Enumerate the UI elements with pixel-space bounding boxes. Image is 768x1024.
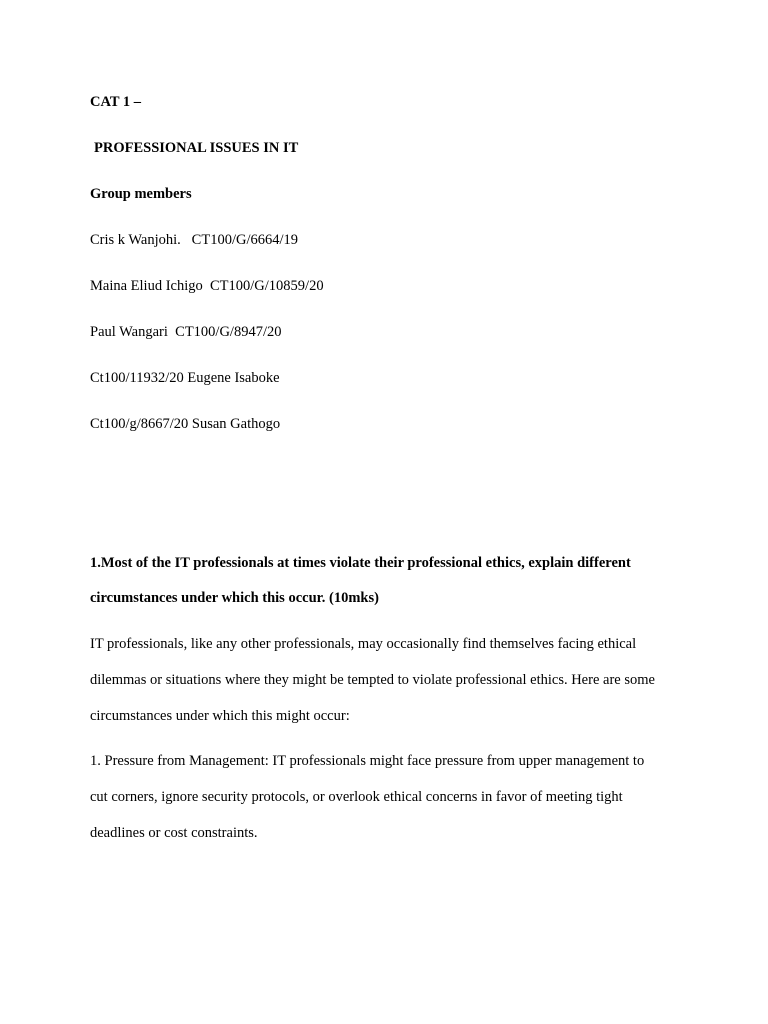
intro-line: circumstances under which this might occur: xyxy=(90,708,350,724)
intro-line: dilemmas or situations where they might be tempted to violate professional ethics. Here are some xyxy=(90,672,655,688)
point-line: cut corners, ignore security protocols, or overlook ethical concerns in favor of meeting tight xyxy=(90,789,623,805)
member-line: Maina Eliud Ichigo CT100/G/10859/20 xyxy=(90,278,324,294)
group-members-heading: Group members xyxy=(90,186,192,202)
question-line: circumstances under which this occur. (10mks) xyxy=(90,590,379,606)
member-line: Cris k Wanjohi. CT100/G/6664/19 xyxy=(90,232,299,248)
question-line: 1.Most of the IT professionals at times violate their professional ethics, explain different xyxy=(90,555,631,571)
point-line: deadlines or cost constraints. xyxy=(90,825,258,841)
cat-title: CAT 1 – xyxy=(90,94,142,110)
course-title: PROFESSIONAL ISSUES IN IT xyxy=(94,140,299,156)
member-line: Ct100/g/8667/20 Susan Gathogo xyxy=(90,416,281,432)
member-line: Paul Wangari CT100/G/8947/20 xyxy=(90,324,282,340)
point-line: 1. Pressure from Management: IT professionals might face pressure from upper management to xyxy=(90,753,645,769)
member-line: Ct100/11932/20 Eugene Isaboke xyxy=(90,370,280,386)
intro-line: IT professionals, like any other professionals, may occasionally find themselves facing ethical xyxy=(90,636,637,652)
